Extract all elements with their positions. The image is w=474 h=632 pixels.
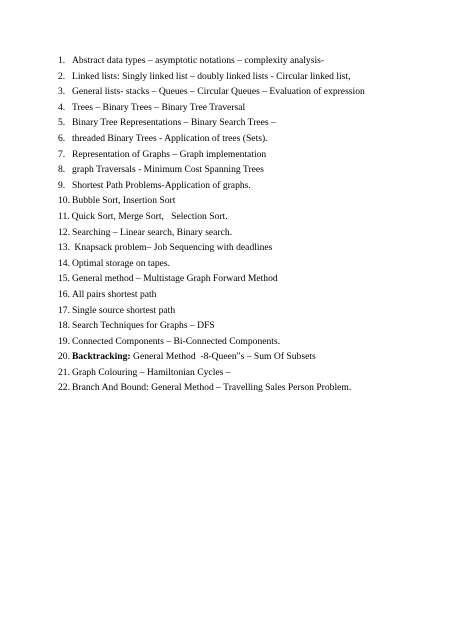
item-number: 15. [58, 273, 70, 285]
list-item [58, 240, 458, 256]
list-item [58, 365, 458, 381]
item-text: Linked lists: Singly linked list – doubly linked lists - Circular linked list, [72, 70, 351, 82]
item-number: 14. [58, 257, 70, 269]
list-item [58, 303, 458, 319]
item-number: 21. [58, 366, 70, 378]
item-text: Searching – Linear search, Binary search. [72, 226, 233, 238]
item-text: Bubble Sort, Insertion Sort [72, 195, 176, 207]
item-number: 1. [58, 55, 66, 66]
list-item [58, 318, 458, 334]
item-number: 17. [58, 304, 70, 316]
list-item [58, 380, 458, 396]
item-number: 11. [58, 210, 70, 222]
item-text: All pairs shortest path [72, 288, 157, 300]
item-text: Shortest Path Problems-Application of graphs. [72, 179, 251, 191]
item-text: General Method -8-Queen"s – Sum Of Subsets [130, 351, 316, 363]
item-number: 20. [58, 351, 70, 363]
item-number: 6. [58, 132, 66, 144]
item-number: 16. [58, 288, 70, 300]
item-number: 3. [58, 86, 66, 98]
item-number: 12. [58, 226, 70, 238]
item-text: Trees – Binary Trees – Binary Tree Traversal [72, 101, 246, 113]
list-item [58, 225, 458, 241]
list-item [58, 271, 458, 287]
list-item [58, 115, 458, 131]
item-text: General method – Multistage Graph Forward Method [72, 273, 278, 285]
item-number: 2. [58, 70, 66, 82]
item-text: graph Traversals - Minimum Cost Spanning Trees [72, 164, 264, 176]
list-item [58, 349, 458, 365]
item-text: Optimal storage on tapes. [72, 257, 171, 269]
item-number: 8. [58, 164, 66, 176]
item-text: threaded Binary Trees - Application of trees (Sets). [72, 132, 268, 144]
item-text: Graph Colouring – Hamiltonian Cycles – [72, 366, 231, 378]
item-number: 13. [58, 242, 70, 254]
list-item [58, 287, 458, 303]
item-text: Connected Components – Bi-Connected Components. [72, 335, 281, 347]
list-item [58, 69, 458, 85]
item-number: 7. [58, 148, 66, 160]
list-item [58, 193, 458, 209]
item-text: Knapsack problem– Job Sequencing with deadlines [72, 242, 273, 254]
item-number: 4. [58, 101, 66, 113]
list-item [58, 53, 458, 69]
list-item [58, 147, 458, 163]
list-item [58, 178, 458, 194]
list-item [58, 256, 458, 272]
list-item [58, 162, 458, 178]
list-item [58, 100, 458, 116]
item-number: 5. [58, 117, 66, 129]
list-item [58, 209, 458, 225]
item-text: General lists- stacks – Queues – Circular Queues – Evaluation of expression [72, 86, 365, 98]
item-text: Representation of Graphs – Graph implementation [72, 148, 267, 160]
item-text: Abstract data types – asymptotic notations – complexity analysis- [72, 55, 325, 66]
list-item [58, 84, 458, 100]
item-number: 9. [58, 179, 66, 191]
item-text: Single source shortest path [72, 304, 176, 316]
item-number: 19. [58, 335, 70, 347]
item-number: 10. [58, 195, 70, 207]
item-text: Branch And Bound: General Method – Travelling Sales Person Problem. [72, 382, 352, 394]
item-text: Search Techniques for Graphs – DFS [72, 320, 215, 332]
topic-list [58, 53, 458, 396]
list-item [58, 334, 458, 350]
item-number: 22. [58, 382, 70, 394]
item-text: Binary Tree Representations – Binary Search Trees – [72, 117, 276, 129]
item-text: Quick Sort, Merge Sort, Selection Sort. [71, 210, 228, 222]
item-number: 18. [58, 320, 70, 332]
list-item [58, 131, 458, 147]
item-bold-label: Backtracking: [72, 351, 131, 363]
